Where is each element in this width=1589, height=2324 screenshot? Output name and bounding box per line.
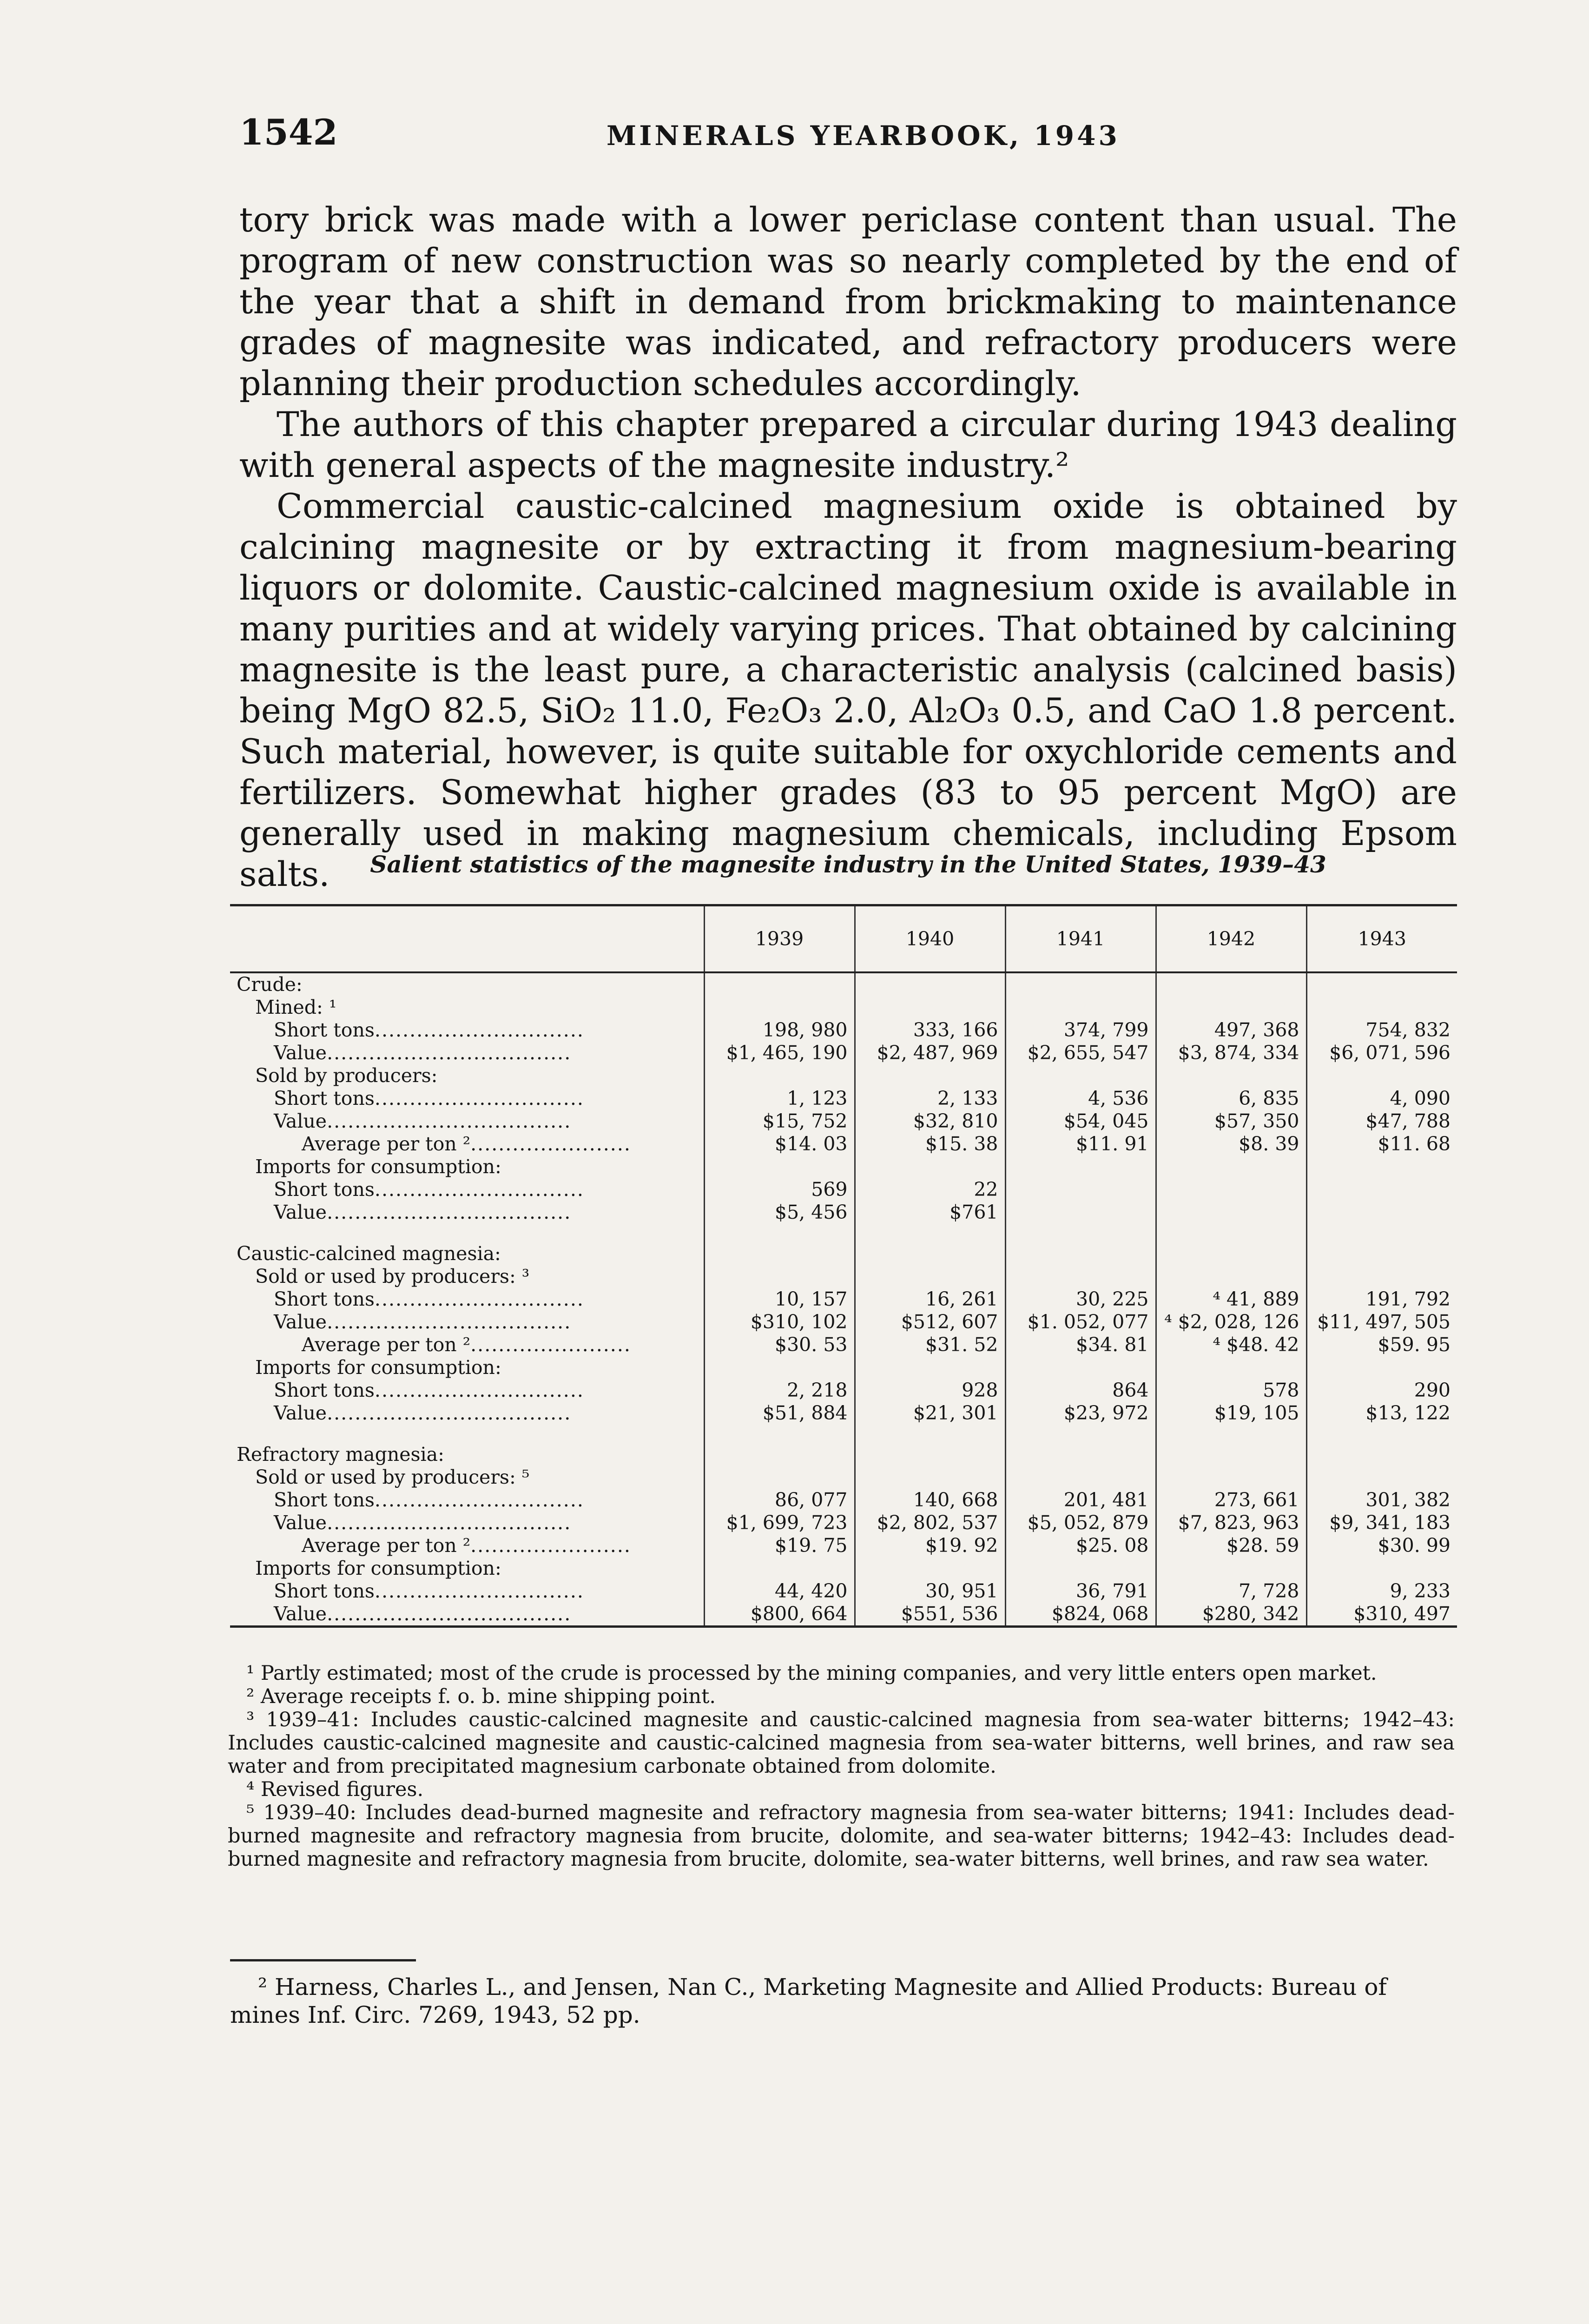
page-number: 1542 <box>239 112 338 153</box>
table-row <box>230 1557 1457 1580</box>
row-label: Value................................... <box>274 1311 572 1333</box>
table-cell: ⁴ $2, 028, 126 <box>1156 1311 1306 1334</box>
table-row <box>230 1242 1457 1265</box>
table-cell: 6, 835 <box>1156 1087 1306 1110</box>
table-cell <box>704 1155 855 1178</box>
table-cell <box>704 1557 855 1580</box>
table-cell: $2, 487, 969 <box>855 1042 1005 1064</box>
table-cell <box>855 996 1005 1019</box>
table-cell: $1. 052, 077 <box>1005 1311 1156 1334</box>
table-cell: 497, 368 <box>1156 1019 1306 1042</box>
table-cell: $551, 536 <box>855 1603 1005 1627</box>
table-row <box>230 1155 1457 1178</box>
table-cell: 273, 661 <box>1156 1489 1306 1512</box>
row-label: Average per ton ²....................... <box>302 1534 631 1557</box>
reference-footnote: ² Harness, Charles L., and Jensen, Nan C., Marketing Magnesite and Allied Products: Bureau of mines Inf. Circ. 7269, 1943, 52 pp. <box>230 1974 1387 2028</box>
table-cell: $9, 341, 183 <box>1306 1512 1457 1534</box>
table-cell <box>1005 1178 1156 1201</box>
table-cell: $800, 664 <box>704 1603 855 1627</box>
table-cell: 10, 157 <box>704 1288 855 1311</box>
row-label: Value................................... <box>274 1402 572 1424</box>
dot-leader: .............................. <box>374 1288 584 1310</box>
row-label: Short tons.............................. <box>274 1288 584 1310</box>
table-row <box>230 1201 1457 1224</box>
dot-leader: ....................... <box>470 1133 631 1155</box>
table-cell: 4, 536 <box>1005 1087 1156 1110</box>
column-header: 1942 <box>1156 905 1306 973</box>
table-row <box>230 972 1457 996</box>
table-row <box>230 1019 1457 1042</box>
table-cell <box>1005 1265 1156 1288</box>
table-cell: $3, 874, 334 <box>1156 1042 1306 1064</box>
table-cell: 333, 166 <box>855 1019 1005 1042</box>
row-label: Value................................... <box>274 1201 572 1223</box>
table-cell: $19, 105 <box>1156 1402 1306 1425</box>
dot-leader: .............................. <box>374 1178 584 1201</box>
table-cell <box>1005 1466 1156 1489</box>
table-cell: $25. 08 <box>1005 1534 1156 1557</box>
table-cell: 86, 077 <box>704 1489 855 1512</box>
dot-leader: ................................... <box>327 1042 572 1064</box>
table-cell: 16, 261 <box>855 1288 1005 1311</box>
body-text <box>239 200 1457 895</box>
table-row <box>230 996 1457 1019</box>
dot-leader: ................................... <box>327 1311 572 1333</box>
footnote: ⁵ 1939–40: Includes dead-burned magnesite and refractory magnesia from sea-water bitterns; 1941: Includes dead-burned magnesite and refractory magnesia from brucite, dolomite, and sea-water bitterns; 1942–43: Includes dead-burned magnesite and refractory magnesia from brucite, dolomite, sea-water bitterns, well brines, and raw sea water. <box>228 1801 1455 1871</box>
table-cell: 2, 133 <box>855 1087 1005 1110</box>
table-row <box>230 1489 1457 1512</box>
table-cell: $19. 92 <box>855 1534 1005 1557</box>
dot-leader: ....................... <box>470 1334 631 1356</box>
dot-leader: .............................. <box>374 1087 584 1109</box>
column-header: 1939 <box>704 905 855 973</box>
table-cell <box>1306 1155 1457 1178</box>
table-cell <box>704 996 855 1019</box>
table-cell <box>1005 1064 1156 1087</box>
dot-leader: ................................... <box>327 1603 572 1625</box>
table-spacer <box>230 1224 1457 1242</box>
table-cell <box>855 1064 1005 1087</box>
table-cell: 30, 225 <box>1005 1288 1156 1311</box>
table-cell: 191, 792 <box>1306 1288 1457 1311</box>
stub-header <box>230 905 704 973</box>
table-row <box>230 1311 1457 1334</box>
row-label: Value................................... <box>274 1110 572 1132</box>
table-cell: 7, 728 <box>1156 1580 1306 1603</box>
paragraph-3: Commercial caustic-calcined magnesium oxide is obtained by calcining magnesite or by extracting it from magnesium-bearing liquors or dolomite. Caustic-calcined magnesium oxide is available in many purities and at widely varying prices. That obtained by calcining magnesite is the least pure, a characteristic analysis (calcined basis) being MgO 82.5, SiO₂ 11.0, Fe₂O₃ 2.0, Al₂O₃ 0.5, and CaO 1.8 percent. Such material, however, is quite suitable for oxychloride cements and fertilizers. Somewhat higher grades (83 to 95 percent MgO) are generally used in making magnesium chemicals, including Epsom salts. <box>239 487 1457 894</box>
table-row <box>230 1288 1457 1311</box>
table-cell: $1, 465, 190 <box>704 1042 855 1064</box>
table-row <box>230 1512 1457 1534</box>
row-label: Short tons.............................. <box>274 1087 584 1109</box>
table-spacer <box>230 1425 1457 1443</box>
row-label: Sold or used by producers: ³ <box>255 1265 530 1287</box>
table-cell <box>1005 972 1156 996</box>
footnote-rule <box>230 1959 416 1961</box>
table-cell <box>704 972 855 996</box>
table-cell: $280, 342 <box>1156 1603 1306 1627</box>
table-cell <box>1306 1466 1457 1489</box>
table-cell <box>1005 1443 1156 1466</box>
table-cell <box>1156 972 1306 996</box>
table-cell <box>1306 1557 1457 1580</box>
table-cell <box>1306 1064 1457 1087</box>
table-cell <box>1005 996 1156 1019</box>
table-cell: ⁴ 41, 889 <box>1156 1288 1306 1311</box>
table-cell <box>704 1265 855 1288</box>
table-cell <box>704 1466 855 1489</box>
table-row <box>230 1265 1457 1288</box>
table-cell: $15, 752 <box>704 1110 855 1133</box>
table-cell: $11. 91 <box>1005 1133 1156 1155</box>
table-footnotes <box>228 1662 1455 1871</box>
table-cell: $31. 52 <box>855 1334 1005 1356</box>
row-label: Short tons.............................. <box>274 1019 584 1041</box>
table-header-row <box>230 905 1457 973</box>
table-row <box>230 1064 1457 1087</box>
table-cell: $47, 788 <box>1306 1110 1457 1133</box>
table-cell <box>1005 1356 1156 1379</box>
table-cell <box>1306 1356 1457 1379</box>
row-label: Short tons.............................. <box>274 1178 584 1201</box>
table-cell: 864 <box>1005 1379 1156 1402</box>
column-header: 1941 <box>1005 905 1156 973</box>
table-row <box>230 1133 1457 1155</box>
row-label: Average per ton ²....................... <box>302 1334 631 1356</box>
table-body <box>230 972 1457 1627</box>
table-cell <box>1156 1443 1306 1466</box>
table-cell: $8. 39 <box>1156 1133 1306 1155</box>
table-row <box>230 1178 1457 1201</box>
table-cell: $11, 497, 505 <box>1306 1311 1457 1334</box>
table-cell <box>1156 1356 1306 1379</box>
table-cell <box>1156 996 1306 1019</box>
running-title: MINERALS YEARBOOK, 1943 <box>607 120 1120 152</box>
row-label: Refractory magnesia: <box>237 1443 444 1466</box>
footnote: ³ 1939–41: Includes caustic-calcined magnesite and caustic-calcined magnesia from sea-water bitterns; 1942–43: Includes caustic-calcined magnesite and caustic-calcined magnesia from sea-water bitterns, well brines, and raw sea water and from precipitated magnesium carbonate obtained from dolomite. <box>228 1708 1455 1778</box>
statistics-table <box>230 904 1457 1628</box>
table-row <box>230 1466 1457 1489</box>
dot-leader: ....................... <box>470 1534 631 1557</box>
row-label: Sold by producers: <box>255 1064 438 1087</box>
table-cell <box>1156 1265 1306 1288</box>
table-cell: 301, 382 <box>1306 1489 1457 1512</box>
footnote: ¹ Partly estimated; most of the crude is processed by the mining companies, and very little enters open market. <box>246 1662 1377 1685</box>
row-label: Short tons.............................. <box>274 1489 584 1511</box>
table-cell: $310, 102 <box>704 1311 855 1334</box>
table-cell <box>1005 1557 1156 1580</box>
row-label: Average per ton ²....................... <box>302 1133 631 1155</box>
table-cell <box>1306 972 1457 996</box>
table-cell: 928 <box>855 1379 1005 1402</box>
row-label: Imports for consumption: <box>255 1557 501 1579</box>
table-cell: $5, 456 <box>704 1201 855 1224</box>
table-cell: 44, 420 <box>704 1580 855 1603</box>
table-cell <box>855 1466 1005 1489</box>
table-cell: ⁴ $48. 42 <box>1156 1334 1306 1356</box>
table-caption: Salient statistics of the magnesite industry in the United States, 1939–43 <box>370 851 1326 878</box>
table-cell: $11. 68 <box>1306 1133 1457 1155</box>
table-cell: $21, 301 <box>855 1402 1005 1425</box>
row-label: Mined: ¹ <box>255 996 337 1018</box>
table-cell: $30. 53 <box>704 1334 855 1356</box>
row-label: Short tons.............................. <box>274 1379 584 1401</box>
table-cell <box>1005 1242 1156 1265</box>
dot-leader: ................................... <box>327 1110 572 1132</box>
table-cell <box>704 1443 855 1466</box>
row-label: Short tons.............................. <box>274 1580 584 1602</box>
page-header <box>239 112 1132 158</box>
dot-leader: ................................... <box>327 1402 572 1424</box>
row-label: Sold or used by producers: ⁵ <box>255 1466 530 1488</box>
table-cell <box>1306 1201 1457 1224</box>
table-row <box>230 1443 1457 1466</box>
table-cell <box>855 1443 1005 1466</box>
table-cell: $6, 071, 596 <box>1306 1042 1457 1064</box>
table-cell <box>1306 1443 1457 1466</box>
table-cell: $30. 99 <box>1306 1534 1457 1557</box>
row-label: Caustic-calcined magnesia: <box>237 1242 501 1265</box>
table-cell: $54, 045 <box>1005 1110 1156 1133</box>
row-label: Value................................... <box>274 1512 572 1534</box>
table-cell <box>1005 1201 1156 1224</box>
table-cell: $310, 497 <box>1306 1603 1457 1627</box>
row-label: Imports for consumption: <box>255 1356 501 1379</box>
table-cell <box>855 1557 1005 1580</box>
footnote: ² Average receipts f. o. b. mine shipping point. <box>246 1685 716 1708</box>
table-cell: $1, 699, 723 <box>704 1512 855 1534</box>
table-cell: $824, 068 <box>1005 1603 1156 1627</box>
table-cell <box>704 1064 855 1087</box>
dot-leader: ................................... <box>327 1201 572 1223</box>
table-cell: $15. 38 <box>855 1133 1005 1155</box>
page-footnote <box>230 1973 1457 2029</box>
table-cell: $7, 823, 963 <box>1156 1512 1306 1534</box>
table-cell <box>1005 1155 1156 1178</box>
table-cell <box>1156 1155 1306 1178</box>
dot-leader: .............................. <box>374 1489 584 1511</box>
table-cell <box>1156 1466 1306 1489</box>
table-cell: 4, 090 <box>1306 1087 1457 1110</box>
table-cell <box>855 1356 1005 1379</box>
table-cell: 754, 832 <box>1306 1019 1457 1042</box>
table-cell <box>704 1356 855 1379</box>
table-cell: 2, 218 <box>704 1379 855 1402</box>
table-cell: $5, 052, 879 <box>1005 1512 1156 1534</box>
table-cell: $13, 122 <box>1306 1402 1457 1425</box>
table-cell <box>1306 1265 1457 1288</box>
table-cell: 36, 791 <box>1005 1580 1156 1603</box>
table-cell: $32, 810 <box>855 1110 1005 1133</box>
column-header: 1940 <box>855 905 1005 973</box>
row-label: Value................................... <box>274 1042 572 1064</box>
column-header: 1943 <box>1306 905 1457 973</box>
table-cell: 1, 123 <box>704 1087 855 1110</box>
table-row <box>230 1402 1457 1425</box>
row-label: Crude: <box>237 973 303 996</box>
table-cell: 201, 481 <box>1005 1489 1156 1512</box>
table-cell <box>1306 1178 1457 1201</box>
table-cell <box>1156 1242 1306 1265</box>
table-cell: $19. 75 <box>704 1534 855 1557</box>
table-cell: $28. 59 <box>1156 1534 1306 1557</box>
table-row <box>230 1087 1457 1110</box>
table-cell <box>855 1155 1005 1178</box>
dot-leader: ................................... <box>327 1512 572 1534</box>
table-cell <box>1306 1242 1457 1265</box>
table-cell <box>1156 1064 1306 1087</box>
table-cell: 569 <box>704 1178 855 1201</box>
dot-leader: .............................. <box>374 1580 584 1602</box>
paragraph-2: The authors of this chapter prepared a circular during 1943 dealing with general aspects of the magnesite industry.² <box>239 405 1457 485</box>
table-cell <box>1156 1178 1306 1201</box>
table-row <box>230 1534 1457 1557</box>
dot-leader: .............................. <box>374 1019 584 1041</box>
table-cell: $51, 884 <box>704 1402 855 1425</box>
table-cell: $512, 607 <box>855 1311 1005 1334</box>
paragraph-1: tory brick was made with a lower periclase content than usual. The program of new construction was so nearly completed by the end of the year that a shift in demand from brickmaking to maintenance grades of magnesite was indicated, and refractory producers were planning their production schedules accordingly. <box>239 200 1457 403</box>
table-row <box>230 1334 1457 1356</box>
table-cell: 30, 951 <box>855 1580 1005 1603</box>
table-row <box>230 1110 1457 1133</box>
dot-leader: .............................. <box>374 1379 584 1401</box>
table-cell: 290 <box>1306 1379 1457 1402</box>
table-cell: 374, 799 <box>1005 1019 1156 1042</box>
table-cell: $761 <box>855 1201 1005 1224</box>
table-row <box>230 1603 1457 1627</box>
table-cell <box>855 1265 1005 1288</box>
table-cell: 140, 668 <box>855 1489 1005 1512</box>
table-cell: $57, 350 <box>1156 1110 1306 1133</box>
table-cell <box>1306 996 1457 1019</box>
table-cell: 578 <box>1156 1379 1306 1402</box>
table-row <box>230 1042 1457 1064</box>
table-cell: 9, 233 <box>1306 1580 1457 1603</box>
row-label: Value................................... <box>230 1603 704 1627</box>
table-cell: $59. 95 <box>1306 1334 1457 1356</box>
footnote: ⁴ Revised figures. <box>246 1778 424 1801</box>
table-cell: $2, 655, 547 <box>1005 1042 1156 1064</box>
table-cell <box>704 1242 855 1265</box>
table-cell: 22 <box>855 1178 1005 1201</box>
table-cell: $14. 03 <box>704 1133 855 1155</box>
table-cell <box>1156 1557 1306 1580</box>
row-label: Imports for consumption: <box>255 1155 501 1178</box>
table-cell: $23, 972 <box>1005 1402 1156 1425</box>
table-cell: 198, 980 <box>704 1019 855 1042</box>
table-cell: $2, 802, 537 <box>855 1512 1005 1534</box>
table-row <box>230 1356 1457 1379</box>
table-cell <box>1156 1201 1306 1224</box>
table-row <box>230 1379 1457 1402</box>
table-row <box>230 1580 1457 1603</box>
table-cell <box>855 972 1005 996</box>
table-cell: $34. 81 <box>1005 1334 1156 1356</box>
table-cell <box>855 1242 1005 1265</box>
